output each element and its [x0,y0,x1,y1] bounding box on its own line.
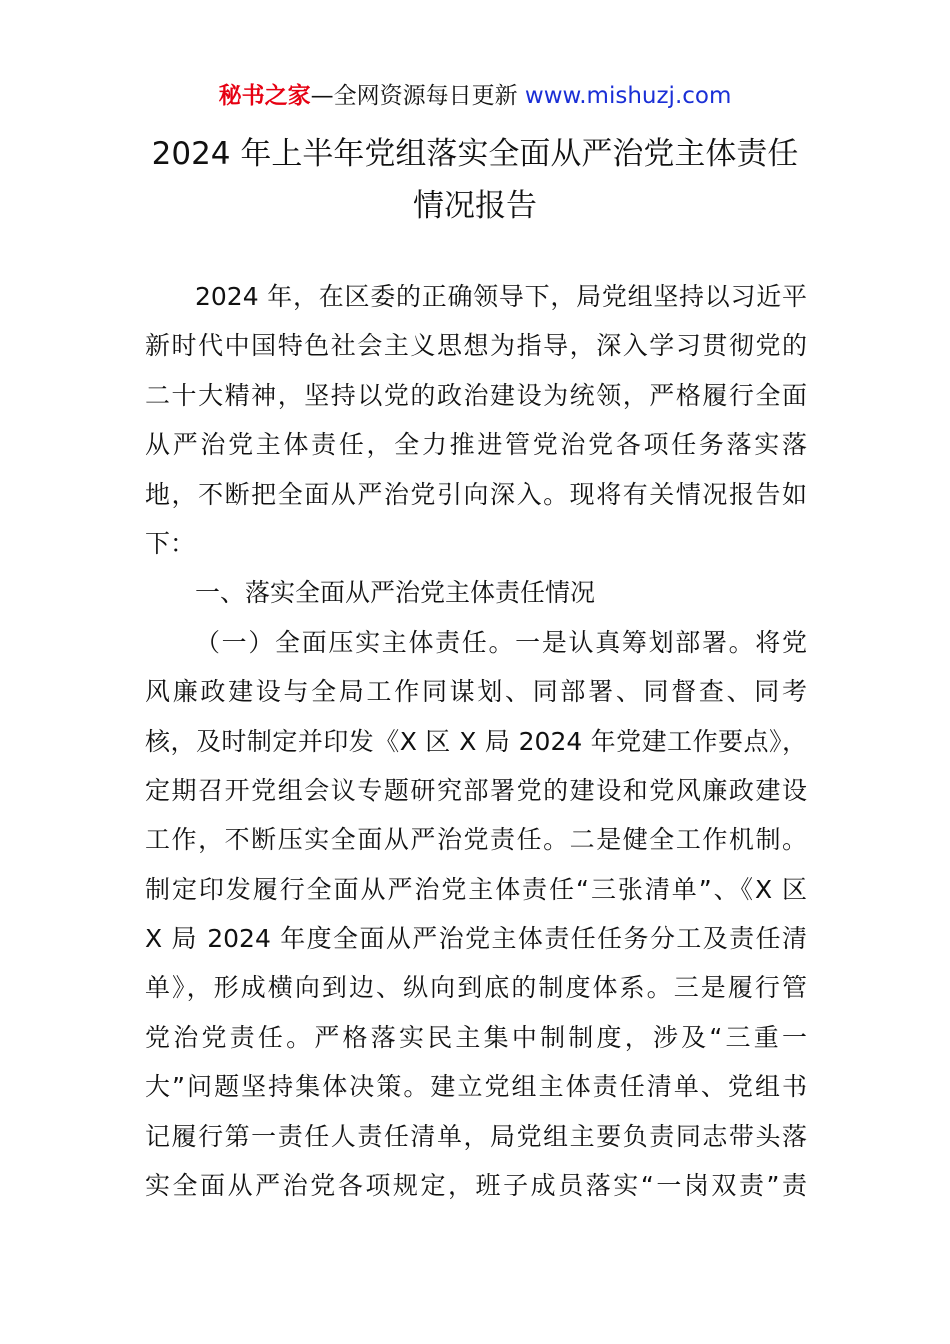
body-line: 工作，不断压实全面从严治党责任。二是健全工作机制。 [145,825,807,855]
body-line: 记履行第一责任人责任清单，局党组主要负责同志带头落 [145,1121,807,1151]
document-title [60,128,890,232]
document-body [145,272,807,1210]
body-line: 实全面从严治党各项规定，班子成员落实“一岗双责”责 [145,1171,807,1201]
site-header [0,78,950,114]
body-line: （一）全面压实主体责任。一是认真筹划部署。将党 [195,627,807,657]
header-tagline: —全网资源每日更新 [310,83,525,109]
body-line: 从严治党主体责任，全力推进管党治党各项任务落实落 [145,430,807,460]
body-line: 新时代中国特色社会主义思想为指导，深入学习贯彻党的 [145,331,807,361]
body-line: 地，不断把全面从严治党引向深入。现将有关情况报告如 [145,479,807,509]
body-line: X 局 2024 年度全面从严治党主体责任任务分工及责任清 [145,924,807,954]
body-line: 单》，形成横向到边、纵向到底的制度体系。三是履行管 [145,973,807,1003]
body-line: 风廉政建设与全局工作同谋划、同部署、同督查、同考 [145,677,807,707]
brand-name: 秘书之家 [218,83,311,109]
body-line: 二十大精神，坚持以党的政治建设为统领，严格履行全面 [145,380,807,410]
body-line: 定期召开党组会议专题研究部署党的建设和党风廉政建设 [145,775,807,805]
body-line: 2024 年，在区委的正确领导下，局党组坚持以习近平 [195,282,807,311]
title-line-1: 2024 年上半年党组落实全面从严治党主体责任 [151,136,799,172]
section-heading: 一、落实全面从严治党主体责任情况 [195,578,596,608]
site-url-link[interactable]: www.mishuzj.com [524,83,732,109]
body-line: 党治党责任。严格落实民主集中制制度，涉及“三重一 [145,1022,807,1052]
body-line: 核，及时制定并印发《X 区 X 局 2024 年党建工作要点》， [145,726,807,756]
body-line: 制定印发履行全面从严治党主体责任“三张清单”、《X 区 [145,874,807,904]
title-line-2: 情况报告 [413,188,537,224]
body-line: 大”问题坚持集体决策。建立党组主体责任清单、党组书 [145,1072,807,1102]
body-line: 下： [145,528,196,558]
